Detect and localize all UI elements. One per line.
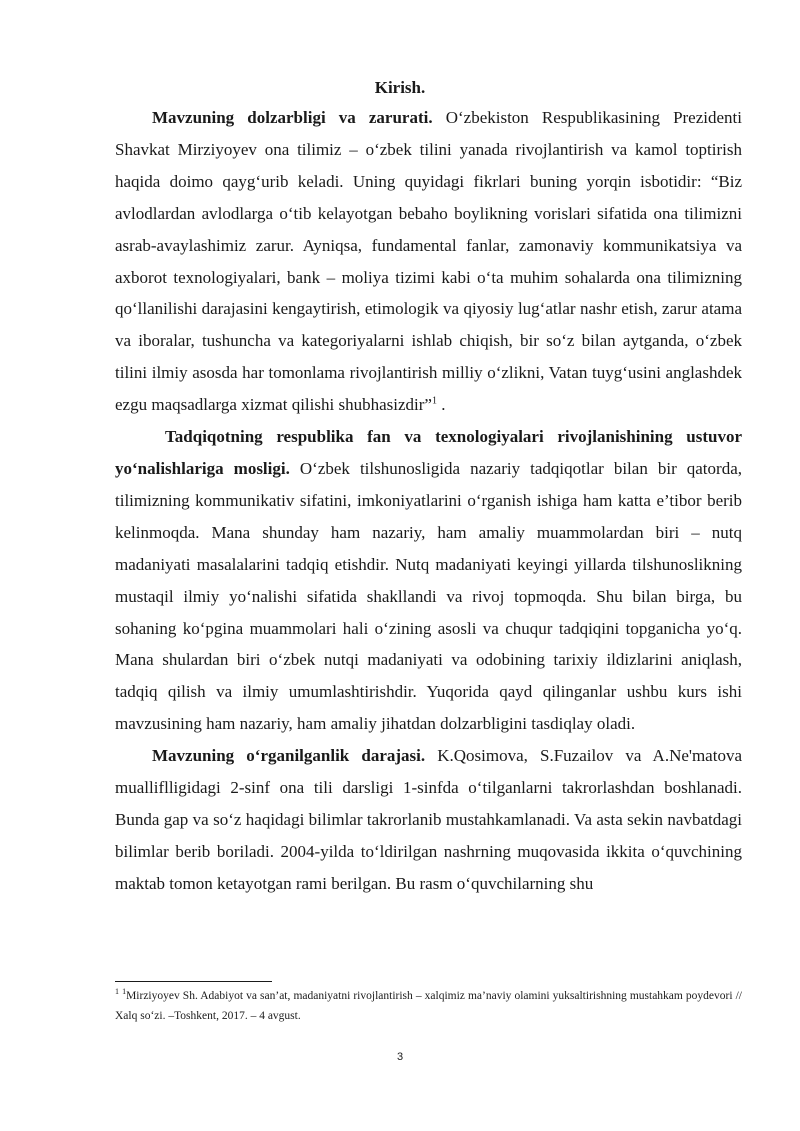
paragraph-heading: Mavzuning dolzarbligi va zarurati. — [152, 108, 433, 127]
paragraph-study-degree — [115, 740, 742, 900]
paragraph-text: K.Qosimova, S.Fuzailov va A.Ne'matova mualliflligidagi 2-sinf ona tili darsligi 1-sinfda o‘tilganlarni takrorlashdan boshlanadi. Bunda gap va so‘z haqidagi bilimlar takrorlanib mustahkamlanadi. Va asta sekin navbatdagi bilimlar berib boriladi. 2004-yilda to‘ldirilgan nashrning muqovasida ikkita o‘quvchining maktab tomon ketayotgan rami berilgan. Bu rasm o‘quvchilarning shu — [115, 746, 742, 893]
footnote-reference[interactable]: 1 — [431, 395, 437, 407]
document-body — [115, 102, 742, 900]
paragraph-text-tail: . — [436, 395, 446, 415]
paragraph-priority — [115, 421, 742, 740]
footnote-text: Mirziyoyev Sh. Adabiyot va san’at, madaniyatni rivojlantirish – xalqimiz ma’naviy olamini yuksaltirishning mustahkam poydevori // Xalq so‘zi. –Toshkent, 2017. – 4 avgust. — [115, 990, 743, 1022]
page-number: 3 — [396, 1051, 404, 1063]
footnote-mark: 1 — [115, 987, 119, 997]
paragraph-heading: Mavzuning o‘rganilganlik darajasi. — [152, 746, 426, 766]
paragraph-text: O‘zbekiston Respublikasining Prezidenti Shavkat Mirziyoyev ona tilimiz – o‘zbek tilini yanada rivojlantirish va kamol toptirish haqida doimo qayg‘urib keladi. Uning quyidagi fikrlari buning yorqin isbotidir: “Biz avlodlardan avlodlarga o‘tib kelayotgan bebaho boylikning vorislari sifatida ona tilimizni asrab-avaylashimiz zarur. Ayniqsa, fundamental fanlar, zamonaviy kommunikatsiya va axborot texnologiyalari, bank – moliya tizimi kabi o‘ta muhim sohalarda ona tilimizning qo‘llanilishi darajasini kengaytirish, etimologik va qiyosiy lug‘atlar nashr etish, zarur atama va iboralar, tushuncha va kategoriyalarni ishlab chiqish, bir so‘z bilan aytganda, o‘zbek tilini ilmiy asosda har tomonlama rivojlantirish milliy o‘zlikni, Vatan tuyg‘usini anglashdek ezgu maqsadlarga xizmat qilishi shubhasizdir” — [115, 108, 742, 415]
paragraph-heading: Tadqiqotning respublika fan va texnologiyalari rivojlanishining ustuvor yo‘nalishlariga mosligi. — [115, 427, 742, 478]
footnote-inner-mark: 1 — [122, 987, 127, 997]
paragraph-text: O‘zbek tilshunosligida nazariy tadqiqotlar bilan bir qatorda, tilimizning kommunikativ sifatini, imkoniyatlarini o‘rganish ishiga ham katta e’tibor berib kelinmoqda. Mana shunday ham nazariy, ham amaliy muammolardan biri – nutq madaniyati masalalarini tadqiq etishdir. Nutq madaniyati keyingi yillarda tilshunoslikning mustaqil ilmiy yo‘nalishi sifatida shakllandi va rivoj topmoqda. Shu bilan birga, bu sohaning ko‘pgina muammolari hali o‘zining asosli va chuqur tadqiqini topganicha yo‘q. Mana shulardan biri o‘zbek nutqi madaniyati va odobining tarixiy ildizlarini aniqlash, tadqiq qilish va ilmiy umumlashtirishdir. Yuqorida qayd qilinganlar ushbu kurs ishi mavzusining ham nazariy, ham amaliy jihatdan dolzarbligini tasdiqlay oladi. — [115, 458, 742, 734]
paragraph-relevance — [115, 102, 742, 421]
footnote — [115, 986, 742, 1026]
footnote-separator — [115, 981, 272, 982]
document-title: Kirish. — [374, 78, 426, 97]
